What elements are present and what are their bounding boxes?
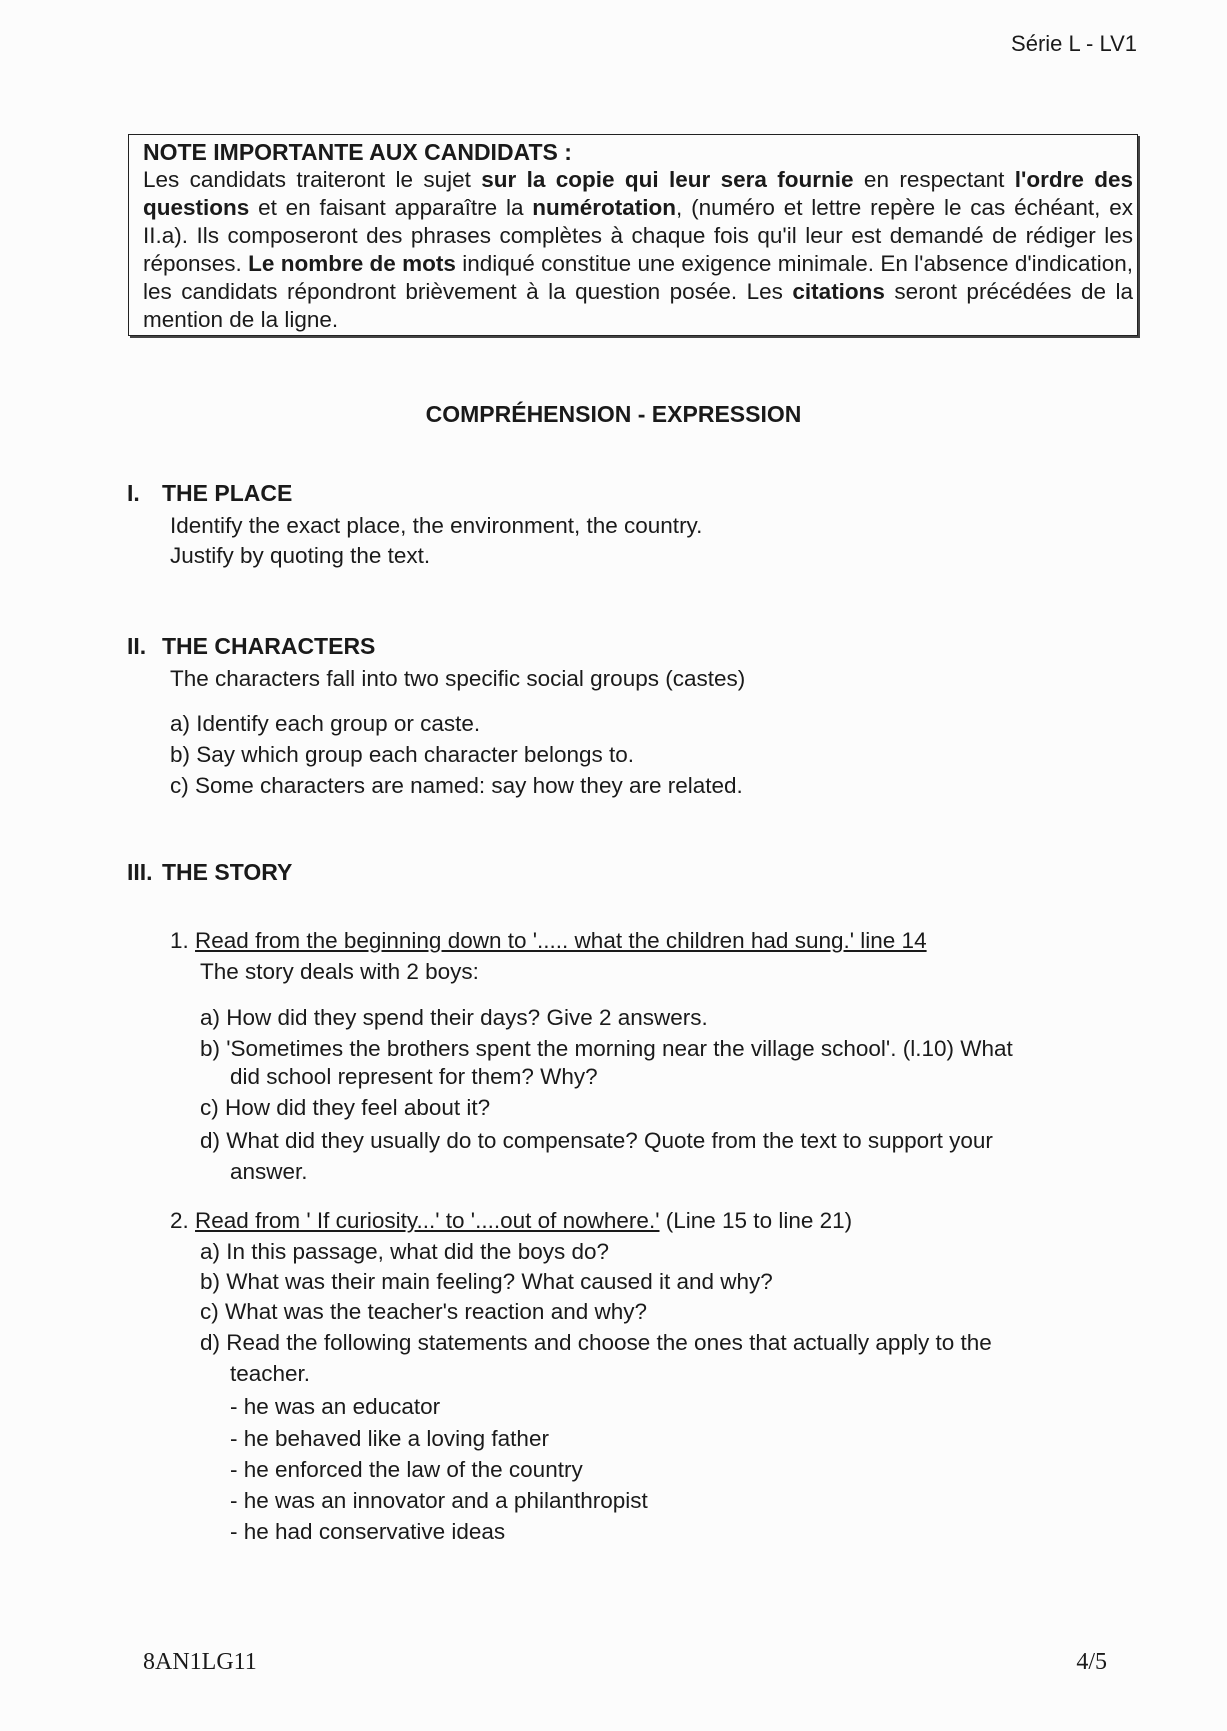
story-part1-heading xyxy=(170,926,927,955)
part-heading-text: Read from ' If curiosity...' to '....out of nowhere.' xyxy=(195,1208,660,1233)
section-title: THE PLACE xyxy=(162,480,293,506)
story-part1-c: c) How did they feel about it? xyxy=(200,1095,491,1120)
note-bold: citations xyxy=(792,279,885,304)
important-note-box xyxy=(128,134,1138,336)
note-text: et en faisant apparaître la xyxy=(249,195,533,220)
section-number: I. xyxy=(127,480,140,506)
note-bold: Le nombre de mots xyxy=(248,251,456,276)
section-characters-heading xyxy=(127,632,375,662)
note-text: indiqué constitue une exigence minimale. En l'absence d'indication, les candidats répondront brièvement à la question posée. Les xyxy=(143,251,1133,304)
section-place-heading xyxy=(127,479,292,509)
section-number: II. xyxy=(127,633,147,659)
note-bold: numérotation xyxy=(532,195,677,220)
main-title: COMPRÉHENSION - EXPRESSION xyxy=(425,401,802,427)
note-text: seront précédées de la mention de la ligne. xyxy=(143,279,1133,332)
series-label: Série L - LV1 xyxy=(1011,31,1137,56)
story-part1-d-line2: answer. xyxy=(230,1159,308,1184)
story-part2-heading xyxy=(170,1206,852,1235)
story-part2-c: c) What was the teacher's reaction and why? xyxy=(200,1299,648,1324)
statement-option: - he behaved like a loving father xyxy=(230,1426,549,1451)
note-text: en respectant xyxy=(853,167,1015,192)
exam-code: 8AN1LG11 xyxy=(143,1649,257,1675)
characters-item-a: a) Identify each group or caste. xyxy=(170,711,481,736)
part-number: 1. xyxy=(170,928,189,953)
note-text: Les candidats traiteront le sujet xyxy=(143,167,482,192)
section-number: III. xyxy=(127,859,153,885)
note-title: NOTE IMPORTANTE AUX CANDIDATS : xyxy=(143,139,572,165)
story-part1-d-line1: d) What did they usually do to compensate? Quote from the text to support your xyxy=(200,1128,993,1153)
section-title: THE CHARACTERS xyxy=(162,633,376,659)
statement-option: - he enforced the law of the country xyxy=(230,1457,583,1482)
story-part2-b: b) What was their main feeling? What caused it and why? xyxy=(200,1269,773,1294)
note-bold: l'ordre des questions xyxy=(143,167,1134,220)
characters-item-b: b) Say which group each character belongs to. xyxy=(170,742,635,767)
statement-option: - he was an innovator and a philanthropist xyxy=(230,1488,648,1513)
note-text: , (numéro et lettre repère le cas échéant, ex II.a). Ils composeront des phrases complètes à chaque fois qu'il leur est demandé de rédiger les réponses. xyxy=(143,195,1133,276)
page-number: 4/5 xyxy=(1076,1649,1107,1675)
story-part2-a: a) In this passage, what did the boys do? xyxy=(200,1239,610,1264)
part-heading-text: Read from the beginning down to '..... what the children had sung.' line 14 xyxy=(195,928,927,953)
story-part1-sub: The story deals with 2 boys: xyxy=(200,959,479,984)
note-bold: sur la copie qui leur sera fournie xyxy=(481,167,854,192)
story-part1-b-line2: did school represent for them? Why? xyxy=(230,1064,598,1089)
part-number: 2. xyxy=(170,1208,189,1233)
statement-option: - he was an educator xyxy=(230,1394,441,1419)
section-story-heading xyxy=(127,858,292,888)
story-part2-d-line2: teacher. xyxy=(230,1361,311,1386)
place-line-2: Justify by quoting the text. xyxy=(170,543,431,568)
note-body xyxy=(143,166,1133,334)
section-title: THE STORY xyxy=(162,859,293,885)
characters-item-c: c) Some characters are named: say how they are related. xyxy=(170,773,743,798)
place-line-1: Identify the exact place, the environment, the country. xyxy=(170,513,703,538)
story-part1-b-line1: b) 'Sometimes the brothers spent the morning near the village school'. (l.10) What xyxy=(200,1036,1013,1061)
story-part2-d-line1: d) Read the following statements and choose the ones that actually apply to the xyxy=(200,1330,992,1355)
statement-option: - he had conservative ideas xyxy=(230,1519,506,1544)
characters-intro: The characters fall into two specific social groups (castes) xyxy=(170,666,746,691)
story-part1-a: a) How did they spend their days? Give 2 answers. xyxy=(200,1005,708,1030)
part-heading-lines: (Line 15 to line 21) xyxy=(659,1208,853,1233)
